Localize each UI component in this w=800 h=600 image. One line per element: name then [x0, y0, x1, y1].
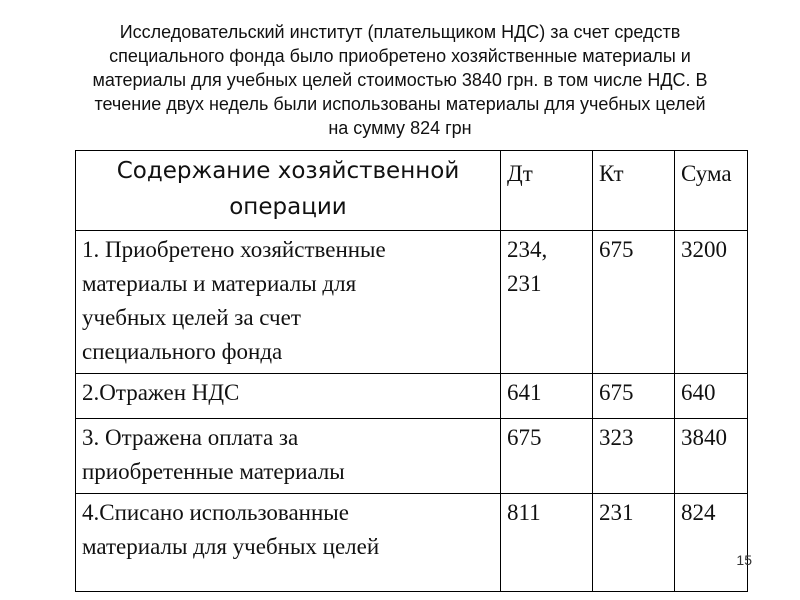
- table-row: [76, 419, 748, 494]
- table-row: [76, 374, 748, 419]
- cell-amount: 824: [675, 494, 748, 592]
- cell-debit: [501, 374, 593, 419]
- header-operation: [76, 151, 501, 231]
- cell-debit: [501, 419, 593, 494]
- cell-operation: [76, 231, 501, 374]
- table-header-row: [76, 151, 748, 231]
- title-line: Исследовательский институт (плательщиком НДС) за счет средств: [119, 22, 681, 42]
- title-line: на сумму 824 грн: [328, 118, 472, 138]
- debit-line: 231: [507, 271, 542, 296]
- cell-credit: 675: [593, 231, 675, 374]
- cell-operation: [76, 494, 501, 592]
- cell-debit: [501, 231, 593, 374]
- title-line: течение двух недель были использованы материалы для учебных целей: [94, 94, 706, 114]
- operation-line: учебных целей за счет: [82, 305, 301, 330]
- page-number: 15: [736, 552, 752, 568]
- debit-line: 234,: [507, 237, 548, 262]
- cell-amount: 3200: [675, 231, 748, 374]
- header-amount: Сума: [675, 151, 748, 231]
- cell-operation: [76, 374, 501, 419]
- debit-line: 641: [507, 380, 542, 405]
- operation-line: 2.Отражен НДС: [82, 380, 240, 405]
- operation-line: материалы и материалы для: [82, 271, 357, 296]
- operation-line: материалы для учебных целей: [82, 534, 380, 559]
- header-operation-line: Содержание хозяйственной: [116, 158, 460, 184]
- header-credit: Кт: [593, 151, 675, 231]
- title-line: специального фонда было приобретено хозяйственные материалы и: [109, 46, 691, 66]
- table-row: [76, 494, 748, 592]
- debit-line: 811: [507, 500, 541, 525]
- slide-title: [40, 20, 760, 140]
- cell-operation: [76, 419, 501, 494]
- cell-amount: 640: [675, 374, 748, 419]
- operation-line: специального фонда: [82, 339, 283, 364]
- cell-credit: 323: [593, 419, 675, 494]
- cell-debit: [501, 494, 593, 592]
- table-row: [76, 231, 748, 374]
- header-debit: Дт: [501, 151, 593, 231]
- operation-line: приобретенные материалы: [82, 459, 345, 484]
- debit-line: 675: [507, 425, 542, 450]
- cell-credit: 231: [593, 494, 675, 592]
- operation-line: 1. Приобретено хозяйственные: [82, 237, 386, 262]
- operations-table: [75, 150, 748, 592]
- operation-line: 4.Списано использованные: [82, 500, 349, 525]
- title-line: материалы для учебных целей стоимостью 3840 грн. в том числе НДС. В: [92, 70, 708, 90]
- cell-amount: 3840: [675, 419, 748, 494]
- header-operation-line: операции: [229, 194, 347, 220]
- operation-line: 3. Отражена оплата за: [82, 425, 299, 450]
- cell-credit: 675: [593, 374, 675, 419]
